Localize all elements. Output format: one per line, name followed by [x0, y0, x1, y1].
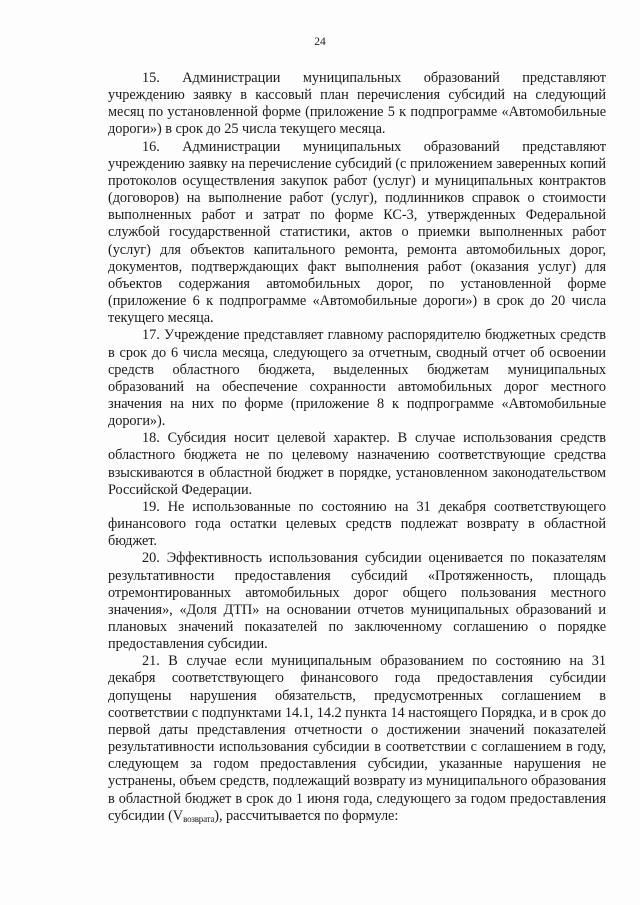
paragraph-15: 15. Администрации муниципальных образований представляют учреждению заявку в кассовый план перечисления субсидий на следующий месяц по установленной форме (приложение 5 к подпрограмме «Автомобильные дороги») в срок до 25 числа текущего месяца. — [108, 70, 606, 138]
volume-return-subscript: возврата — [183, 813, 215, 824]
paragraph-19: 19. Не использованные по состоянию на 31 декабря соответствующего финансового года остатки целевых средств подлежат возврату в областной бюджет. — [108, 498, 606, 550]
page-number: 24 — [314, 36, 326, 48]
paragraph-21-text: 21. В случае если муниципальным образованием по состоянию на 31 декабря соответствующего финансового года предоставления субсидии допущены нарушения обязательств, предусмотренных соглашением в соответствии с подпунктами 14.1, 14.2 пункта 14 настоящего Порядка, и в срок до первой даты представления отчетности о достижении значений показателей результативности использования субсидии в соответствии с соглашением в году, следующем за годом предоставления субсидии, указанные нарушения не устранены, объем средств, подлежащий возврату из муниципального образования в областной бюджет в срок до 1 июня года, следующего за годом предоставления субсидии (V — [108, 653, 606, 824]
paragraph-17: 17. Учреждение представляет главному распорядителю бюджетных средств в срок до 6 числа месяца, следующего за отчетным, сводный отчет об освоении средств областного бюджета, выделенных бюджетам муниципальных образований на обеспечение сохранности автомобильных дорог местного значения на них по форме (приложение 8 к подпрограмме «Автомобильные дороги»). — [108, 327, 606, 430]
paragraph-18: 18. Субсидия носит целевой характер. В случае использования средств областного бюджета не по целевому назначению соответствующие средства взыскиваются в областной бюджет в порядке, установленном законодательством Российской Федерации. — [108, 430, 606, 498]
paragraph-21 — [108, 653, 606, 828]
paragraph-20: 20. Эффективность использования субсидии оценивается по показателям результативности предоставления субсидий «Протяженность, площадь отремонтированных автомобильных дорог общего пользования местного значения», «Доля ДТП» на основании отчетов муниципальных образований и плановых значений показателей по заключенному соглашению о порядке предоставления субсидии. — [108, 550, 606, 653]
document-body — [108, 70, 606, 828]
paragraph-16: 16. Администрации муниципальных образований представляют учреждению заявку на перечисление субсидий (с приложением заверенных копий протоколов осуществления закупок работ (услуг) и муниципальных контрактов (договоров) на выполнение работ (услуг), подлинников справок о стоимости выполненных работ и затрат по форме КС-3, утвержденных Федеральной службой государственной статистики, актов о приемки выполненных работ (услуг) для объектов капитального ремонта, ремонта автомобильных дорог, документов, подтверждающих факт выполнения работ (оказания услуг) для объектов содержания автомобильных дорог, по установленной форме (приложение 6 к подпрограмме «Автомобильные дороги») в срок до 20 числа текущего месяца. — [108, 138, 606, 327]
paragraph-21-tail: ), рассчитывается по формуле: — [214, 807, 399, 824]
